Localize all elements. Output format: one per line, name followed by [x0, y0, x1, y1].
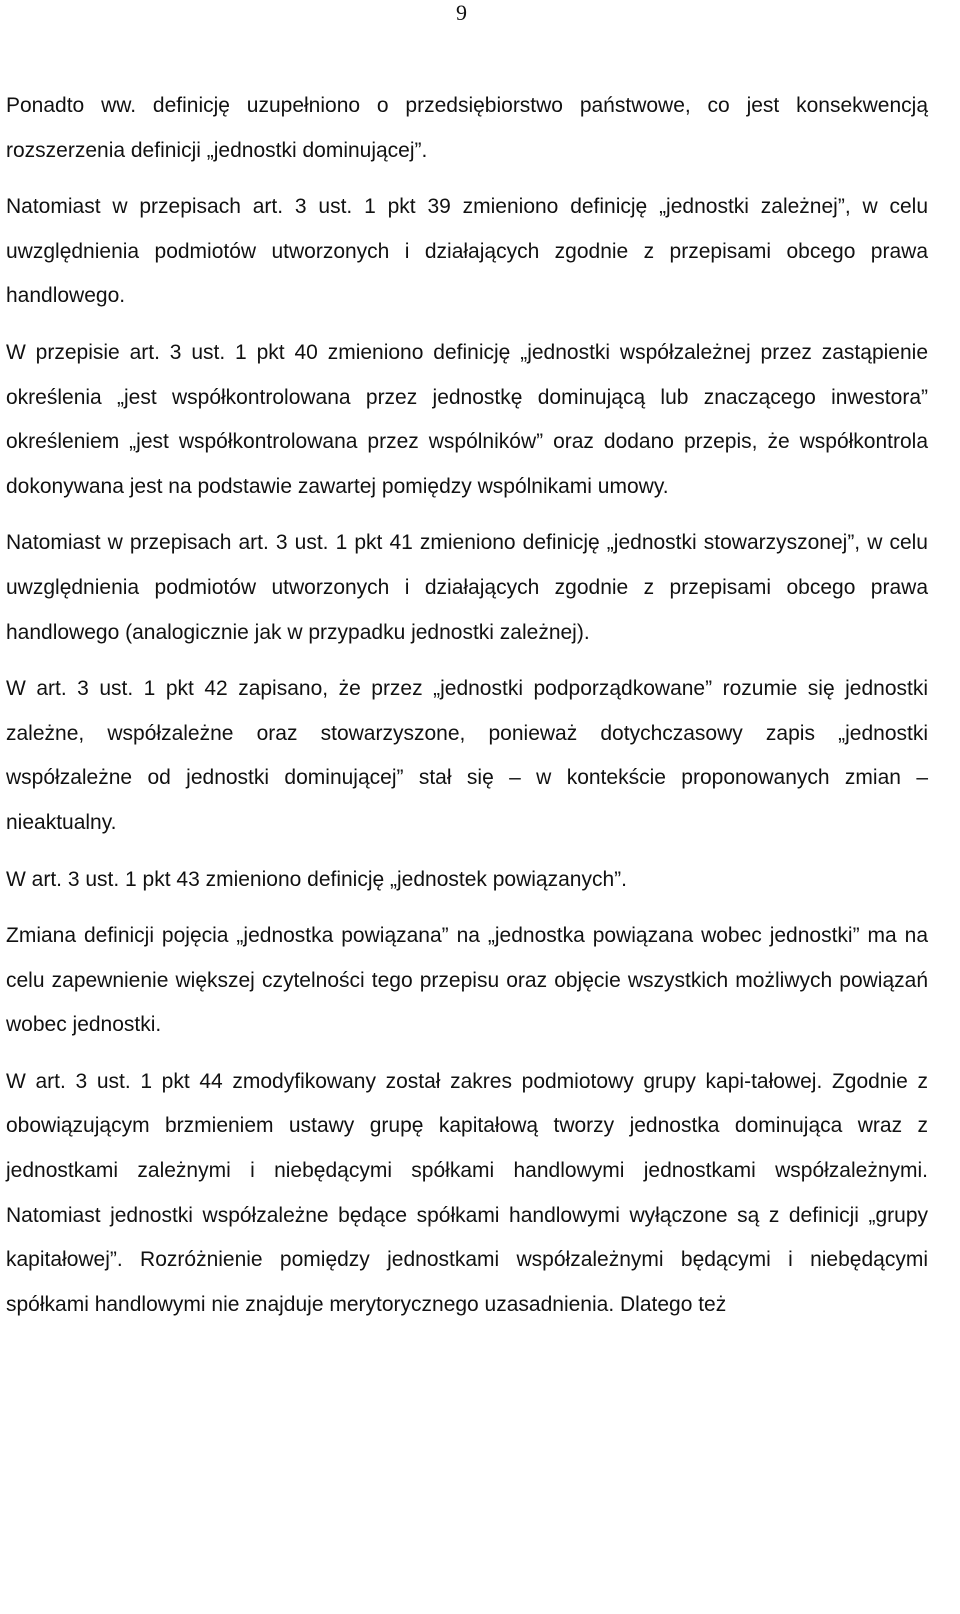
paragraph-8: W art. 3 ust. 1 pkt 44 zmodyfikowany został zakres podmiotowy grupy kapi-tałowej. Zgodnie z obowiązującym brzmieniem ustawy grupę kapitałową tworzy jednostka dominująca wraz z jednostkami zależnymi i niebędącymi spółkami handlowymi jednostkami współzależnymi. Natomiast jednostki współzależne będące spółkami handlowymi wyłączone są z definicji „grupy kapitałowej”. Rozróżnienie pomiędzy jednostkami współzależnymi będącymi i niebędącymi spółkami handlowymi nie znajduje merytorycznego uzasadnienia. Dlatego też — [6, 1069, 928, 1316]
paragraph-5: W art. 3 ust. 1 pkt 42 zapisano, że przez „jednostki podporządkowane” rozumie się jednostki zależne, współzależne oraz stowarzyszone, ponieważ dotychczasowy zapis „jednostki współzależne od jednostki dominującej” stał się – w kontekście proponowanych zmian – nieaktualny. — [6, 677, 928, 834]
paragraph-2: Natomiast w przepisach art. 3 ust. 1 pkt 39 zmieniono definicję „jednostki zależnej”, w celu uwzględnienia podmiotów utworzonych i działających zgodnie z przepisami obcego prawa handlowego. — [6, 195, 928, 308]
paragraph-7: Zmiana definicji pojęcia „jednostka powiązana” na „jednostka powiązana wobec jednostki” ma na celu zapewnienie większej czytelności tego przepisu oraz objęcie wszystkich możliwych powiązań wobec jednostki. — [6, 924, 928, 1037]
page-number: 9 — [456, 0, 467, 25]
paragraph-3: W przepisie art. 3 ust. 1 pkt 40 zmieniono definicję „jednostki współzależnej przez zastąpienie określenia „jest współkontrolowana przez jednostkę dominującą lub znaczącego inwestora” określeniem „jest współkontrolowana przez wspólników” oraz dodano przepis, że współkontrola dokonywana jest na podstawie zawartej pomiędzy wspólnikami umowy. — [6, 340, 928, 498]
document-body — [6, 84, 928, 1327]
paragraph-4: Natomiast w przepisach art. 3 ust. 1 pkt 41 zmieniono definicję „jednostki stowarzyszonej”, w celu uwzględnienia podmiotów utworzonych i działających zgodnie z przepisami obcego prawa handlowego (analogicznie jak w przypadku jednostki zależnej). — [6, 531, 928, 644]
paragraph-6: W art. 3 ust. 1 pkt 43 zmieniono definicję „jednostek powiązanych”. — [6, 867, 627, 891]
paragraph-1: Ponadto ww. definicję uzupełniono o przedsiębiorstwo państwowe, co jest konsekwencją rozszerzenia definicji „jednostki dominującej”. — [6, 94, 928, 162]
